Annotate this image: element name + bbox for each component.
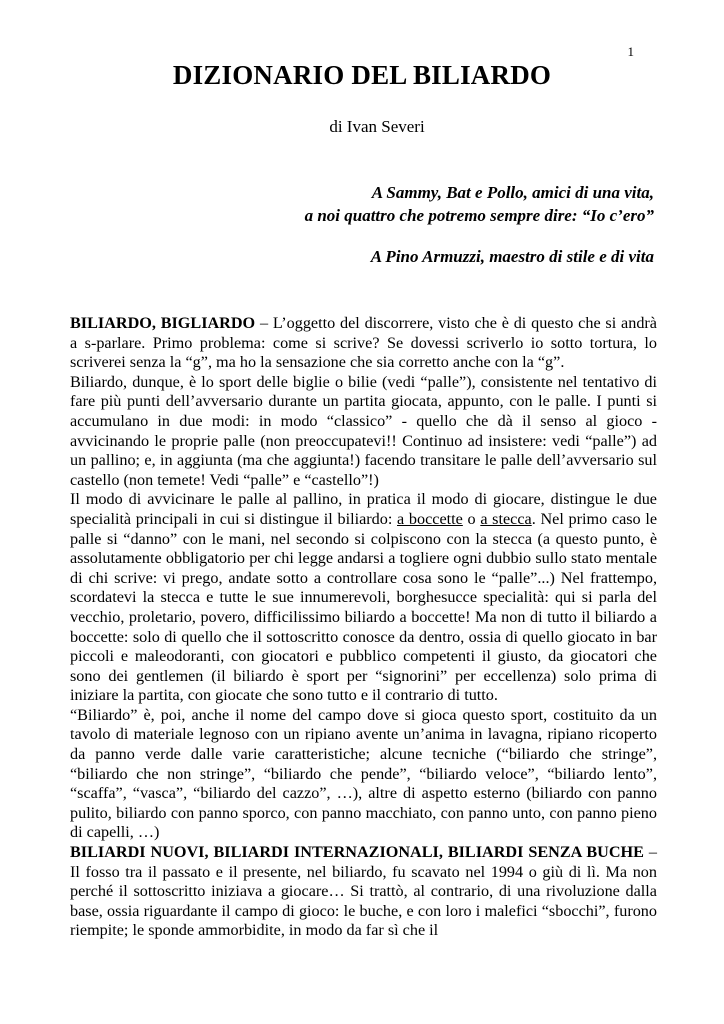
entry-term: BILIARDI NUOVI, BILIARDI INTERNAZIONALI, BILIARDI SENZA BUCHE [70, 843, 644, 862]
entry-text: . Nel primo caso le palle si “danno” con le mani, nel secondo si colpiscono con la stecca (a questo punto, è assolutamente obbligatorio per chi legge andarsi a togliere ogni dubbio sullo stato mentale di chi scrive: vi prego, andate sotto a controllare cosa sono le “palle”...) Nel frattempo, scordatevi la stecca e tutte le sue innumerevoli, borghesucce specialità: qui si parla del vecchio, proletario, povero, difficilissimo biliardo a boccette! Ma non di tutto il biliardo a boccette: solo di quello che il sottoscritto conosce da dentro, ossia di quello giocato in bar piccoli e maleodoranti, con giocatori e pubblico competenti il giusto, da giocatori che sono dei gentlemen (il biliardo è sport per “signorini” per eccellenza) solo prima di iniziare la partita, con giocate che sono tutto e il contrario di tutto. [70, 509, 658, 705]
dedication-line: a noi quattro che potremo sempre dire: “Io c’ero” [304, 206, 654, 225]
page-number: 1 [627, 44, 634, 59]
entry-paragraph: “Biliardo” è, poi, anche il nome del campo dove si gioca questo sport, costituito da un tavolo di materiale legnoso con un ripiano avente un’anima in lavagna, ripiano ricoperto da panno verde dalle varie caratteristiche; alcune tecniche (“biliardo che stringe”, “biliardo che non stringe”, “biliardo che pende”, “biliardo veloce”, “biliardo lento”, “scaffa”, “vasca”, “biliardo del cazzo”, …), altre di aspetto esterno (biliardo con panno pulito, biliardo con panno sporco, con panno macchiato, con panno unto, con panno pieno di capelli, …) [70, 705, 657, 842]
entry-text: Il modo di avvicinare le palle al pallino, in pratica il modo di giocare, distingue le due specialità principali in cui si distingue il biliardo: [70, 490, 657, 528]
dedication-line: A Sammy, Bat e Pollo, amici di una vita, [371, 183, 654, 202]
entry-text: – Il fosso tra il passato e il presente, nel biliardo, fu scavato nel 1994 o giù di lì. Ma non perché il sottoscritto iniziava a giocare… Si trattò, al contrario, di una rivoluzione dalla base, ossia riguardante il campo di gioco: le buche, e con loro i malefici “sbocchi”, furono riempite; le sponde ammorbidite, in modo da far sì che il [70, 843, 658, 940]
entry-paragraph: Biliardo, dunque, è lo sport delle biglie o bilie (vedi “palle”), consistente nel tentativo di fare più punti dell’avversario durante un partita giocata, appunto, con le palle. I punti si accumulano in due modi: in modo “classico” - quello che dà il senso al gioco - avvicinando le proprie palle (non preoccupatevi!! Continuo ad insistere: vedi “palle”) ad un pallino; e, in aggiunta (ma che aggiunta!) facendo transitare le palle dell’avversario sul castello (non temete! Vedi “palle” e “castello”!) [70, 372, 657, 489]
dedication-friends [305, 181, 654, 227]
document-title: DIZIONARIO DEL BILIARDO [172, 60, 552, 90]
entry-paragraph [70, 843, 657, 941]
dedication-maestro: A Pino Armuzzi, maestro di stile e di vita [370, 247, 654, 266]
underlined-term: a stecca [480, 509, 532, 528]
entry-text: – L’oggetto del discorrere, visto che è di questo che si andrà a s-parlare. Primo problema: come si scrive? Se dovessi scriverlo io sotto tortura, lo scriverei senza la “g”, ma ho la sensazione che sia corretto anche con la “g”. [70, 314, 657, 372]
author-line: di Ivan Severi [329, 117, 425, 136]
dictionary-body [70, 314, 657, 941]
entry-paragraph [70, 314, 657, 373]
entry-term: BILIARDO, BIGLIARDO [70, 314, 256, 332]
entry-paragraph [70, 490, 657, 706]
underlined-term: a boccette [397, 509, 463, 528]
entry-text: o [462, 509, 481, 528]
